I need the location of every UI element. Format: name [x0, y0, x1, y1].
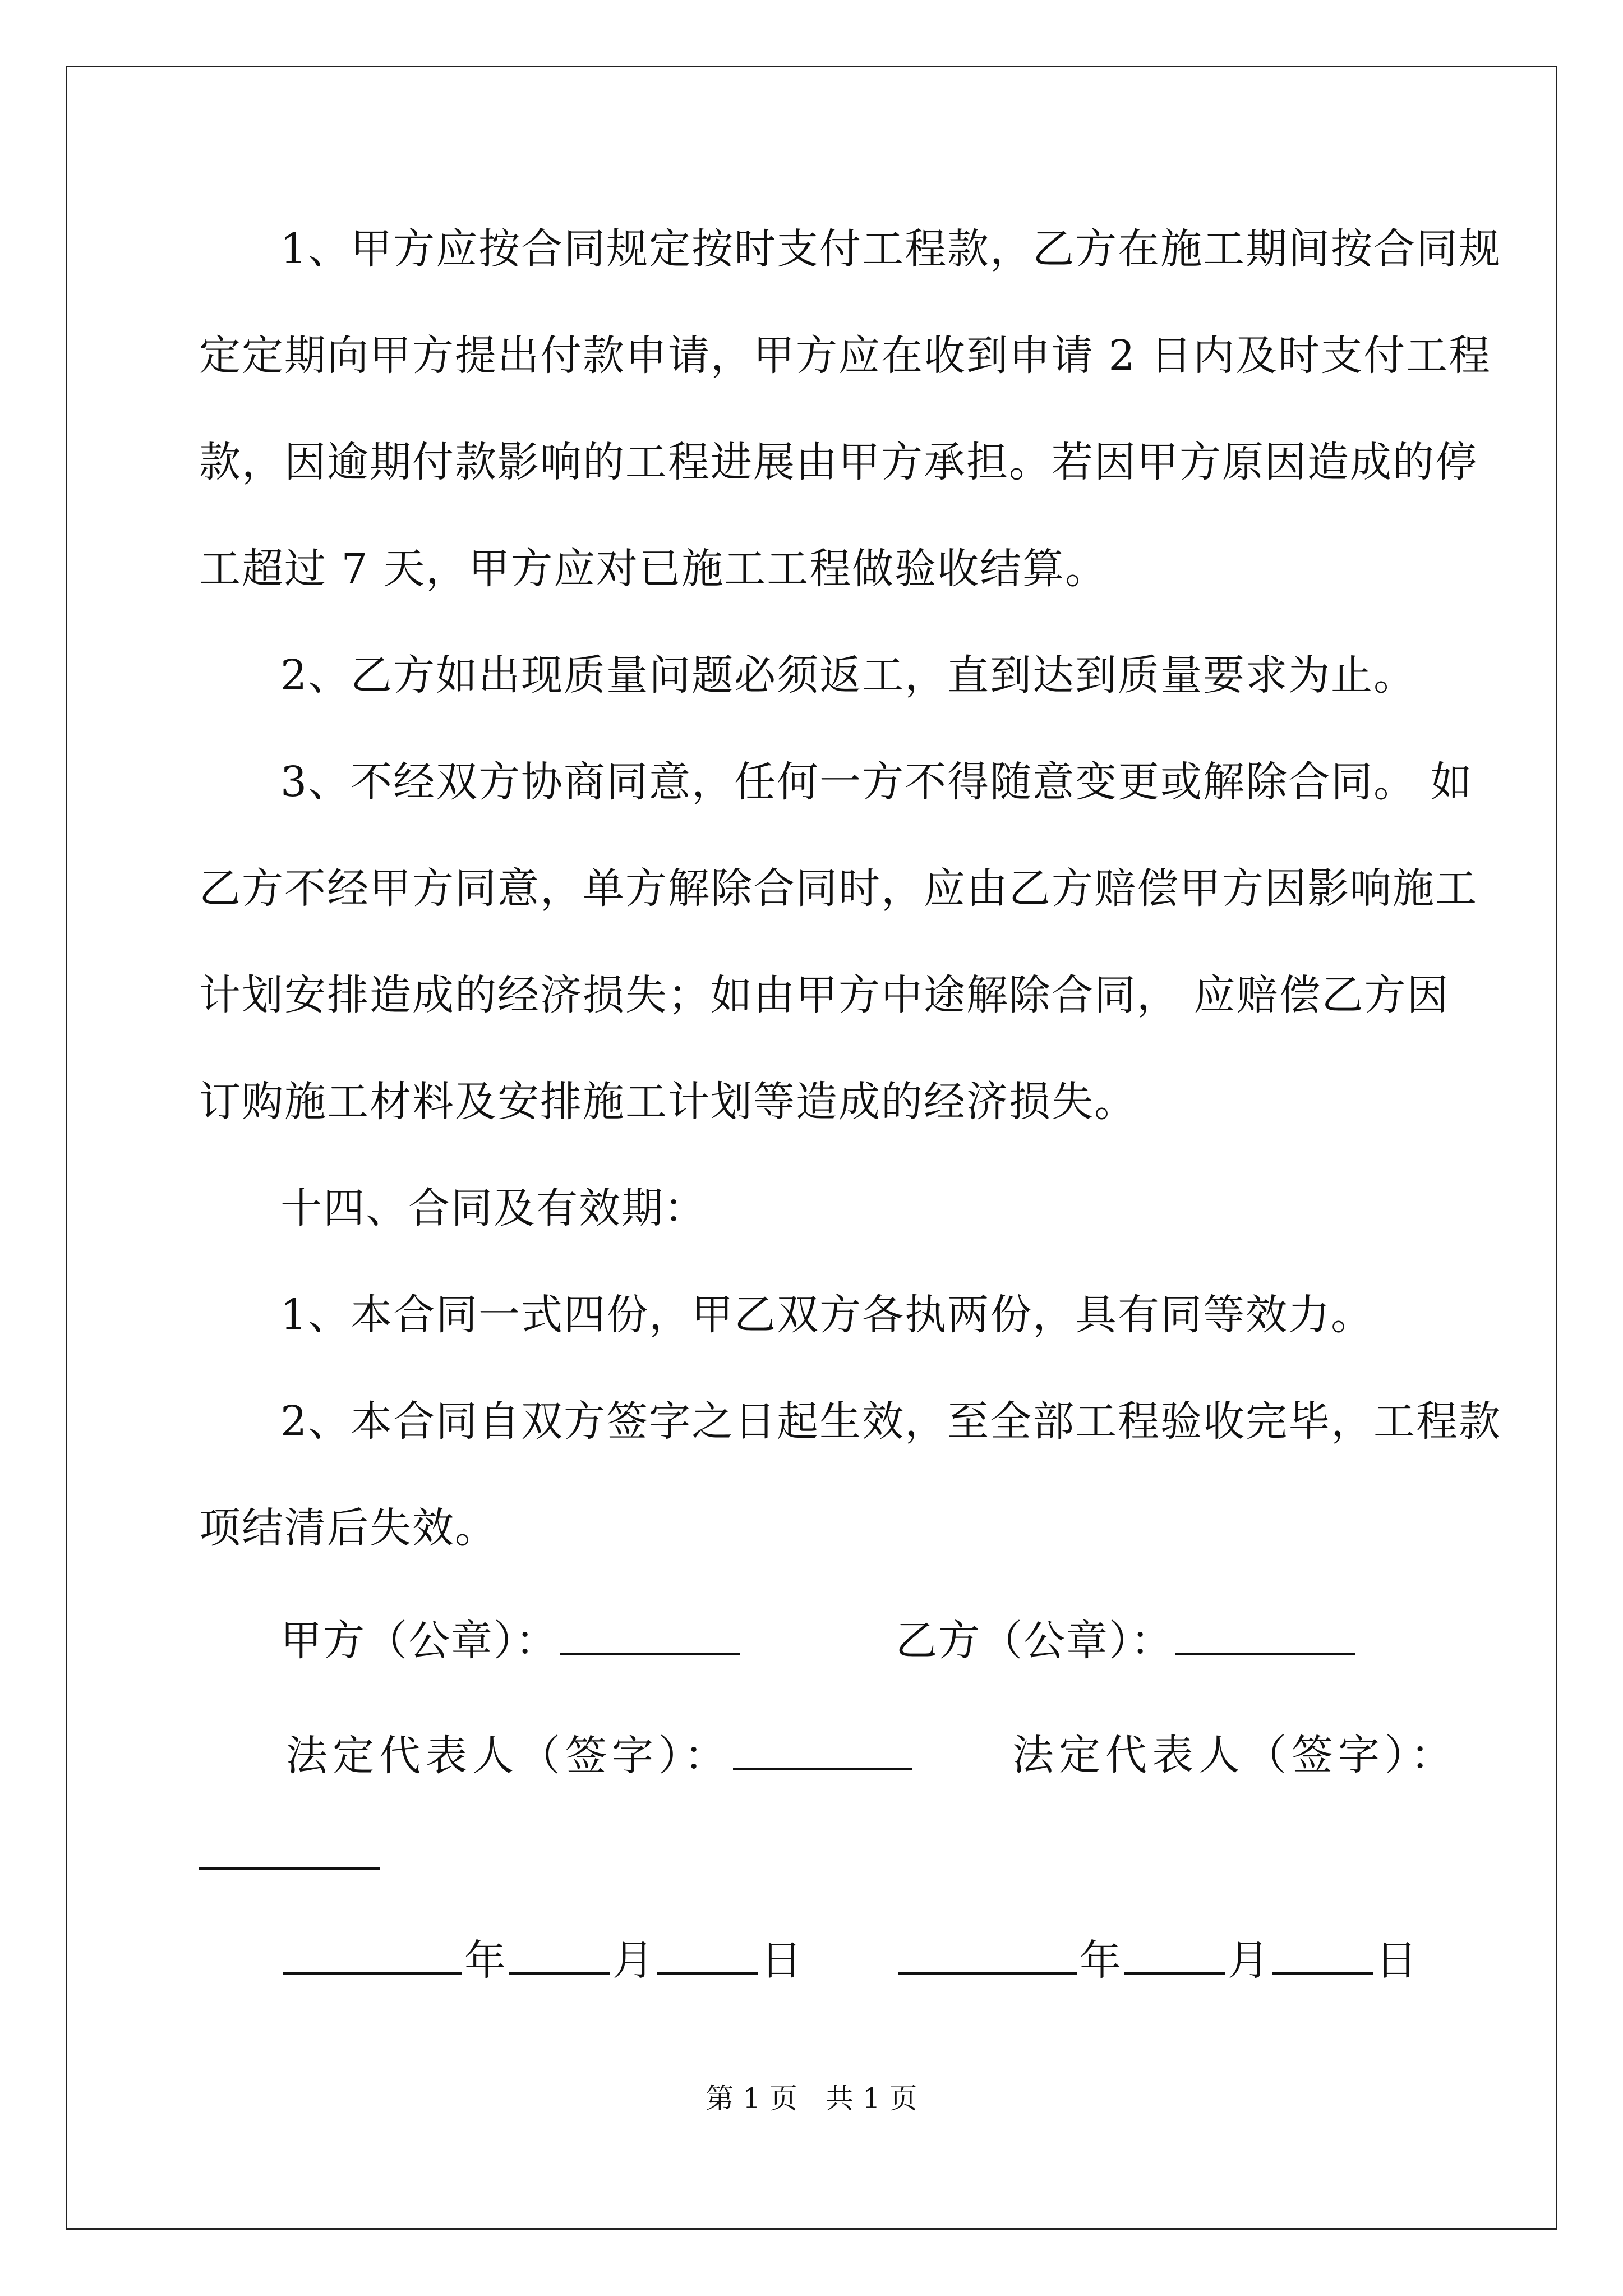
party-b-year-blank[interactable] [898, 1933, 1077, 1975]
party-b-seal-field [896, 1613, 1357, 1667]
paragraph-5-line-2: 项结清后失效。 [199, 1504, 497, 1552]
party-b-month-label: 月 [1228, 1936, 1270, 1985]
paragraph-3-line-1-text: 3、不经双方协商同意，任何一方不得随意变更或解除合同。 如 [280, 758, 1473, 806]
paragraph-1-line-3: 款，因逾期付款影响的工程进展由甲方承担。若因甲方原因造成的停 [199, 438, 1478, 486]
party-a-year-blank[interactable] [283, 1933, 462, 1975]
paragraph-3-line-4: 订购施工材料及安排施工计划等造成的经济损失。 [199, 1078, 1137, 1126]
paragraph-1-line-1 [199, 222, 1502, 276]
party-b-rep-blank[interactable] [199, 1867, 380, 1870]
page-footer: 第 1 页 共 1 页 [706, 2082, 917, 2115]
party-b-day-blank[interactable] [1272, 1933, 1373, 1975]
party-a-month-label: 月 [612, 1936, 655, 1985]
party-b-seal-label: 乙方（公章）： [896, 1617, 1173, 1665]
party-b-date-field [896, 1933, 1418, 1987]
paragraph-3-line-3: 计划安排造成的经济损失；如由甲方中途解除合同， 应赔偿乙方因 [199, 971, 1450, 1019]
party-a-seal-field [280, 1613, 742, 1667]
party-a-year-label: 年 [464, 1936, 507, 1985]
paragraph-1-line-1-text: 1、甲方应按合同规定按时支付工程款，乙方在施工期间按合同规 [280, 225, 1502, 273]
party-b-day-label: 日 [1376, 1936, 1418, 1985]
section-heading: 十四、合同及有效期： [280, 1184, 707, 1232]
paragraph-3-line-1 [199, 755, 1473, 809]
paragraph-4-line-1: 1、本合同一式四份，甲乙双方各执两份，具有同等效力。 [280, 1291, 1374, 1339]
paragraph-2-line-1: 2、乙方如出现质量问题必须返工，直到达到质量要求为止。 [280, 651, 1417, 700]
paragraph-5-line-1 [199, 1395, 1502, 1448]
party-a-rep-field [286, 1728, 915, 1782]
party-b-year-label: 年 [1080, 1936, 1122, 1985]
paragraph-1-line-2: 定定期向甲方提出付款申请，甲方应在收到申请 2 日内及时支付工程 [199, 332, 1492, 380]
party-a-seal-blank[interactable] [560, 1613, 740, 1655]
party-a-day-blank[interactable] [657, 1933, 758, 1975]
party-b-rep-field [1012, 1728, 1457, 1782]
party-a-rep-label: 法定代表人（签字）： [286, 1732, 731, 1780]
party-b-seal-blank[interactable] [1175, 1613, 1355, 1655]
paragraph-5-line-1-text: 2、本合同自双方签字之日起生效，至全部工程验收完毕，工程款 [280, 1397, 1502, 1446]
party-a-date-field [280, 1933, 803, 1987]
party-b-rep-label: 法定代表人（签字）： [1012, 1731, 1457, 1779]
paragraph-3-line-2: 乙方不经甲方同意，单方解除合同时，应由乙方赔偿甲方因影响施工 [199, 864, 1478, 913]
party-a-rep-blank[interactable] [733, 1728, 912, 1770]
party-b-month-blank[interactable] [1124, 1933, 1225, 1975]
party-a-day-label: 日 [760, 1936, 803, 1985]
paragraph-1-line-4: 工超过 7 天，甲方应对已施工工程做验收结算。 [199, 545, 1108, 593]
page-border [66, 66, 1557, 2230]
party-a-seal-label: 甲方（公章）： [280, 1617, 558, 1665]
party-a-month-blank[interactable] [509, 1933, 610, 1975]
